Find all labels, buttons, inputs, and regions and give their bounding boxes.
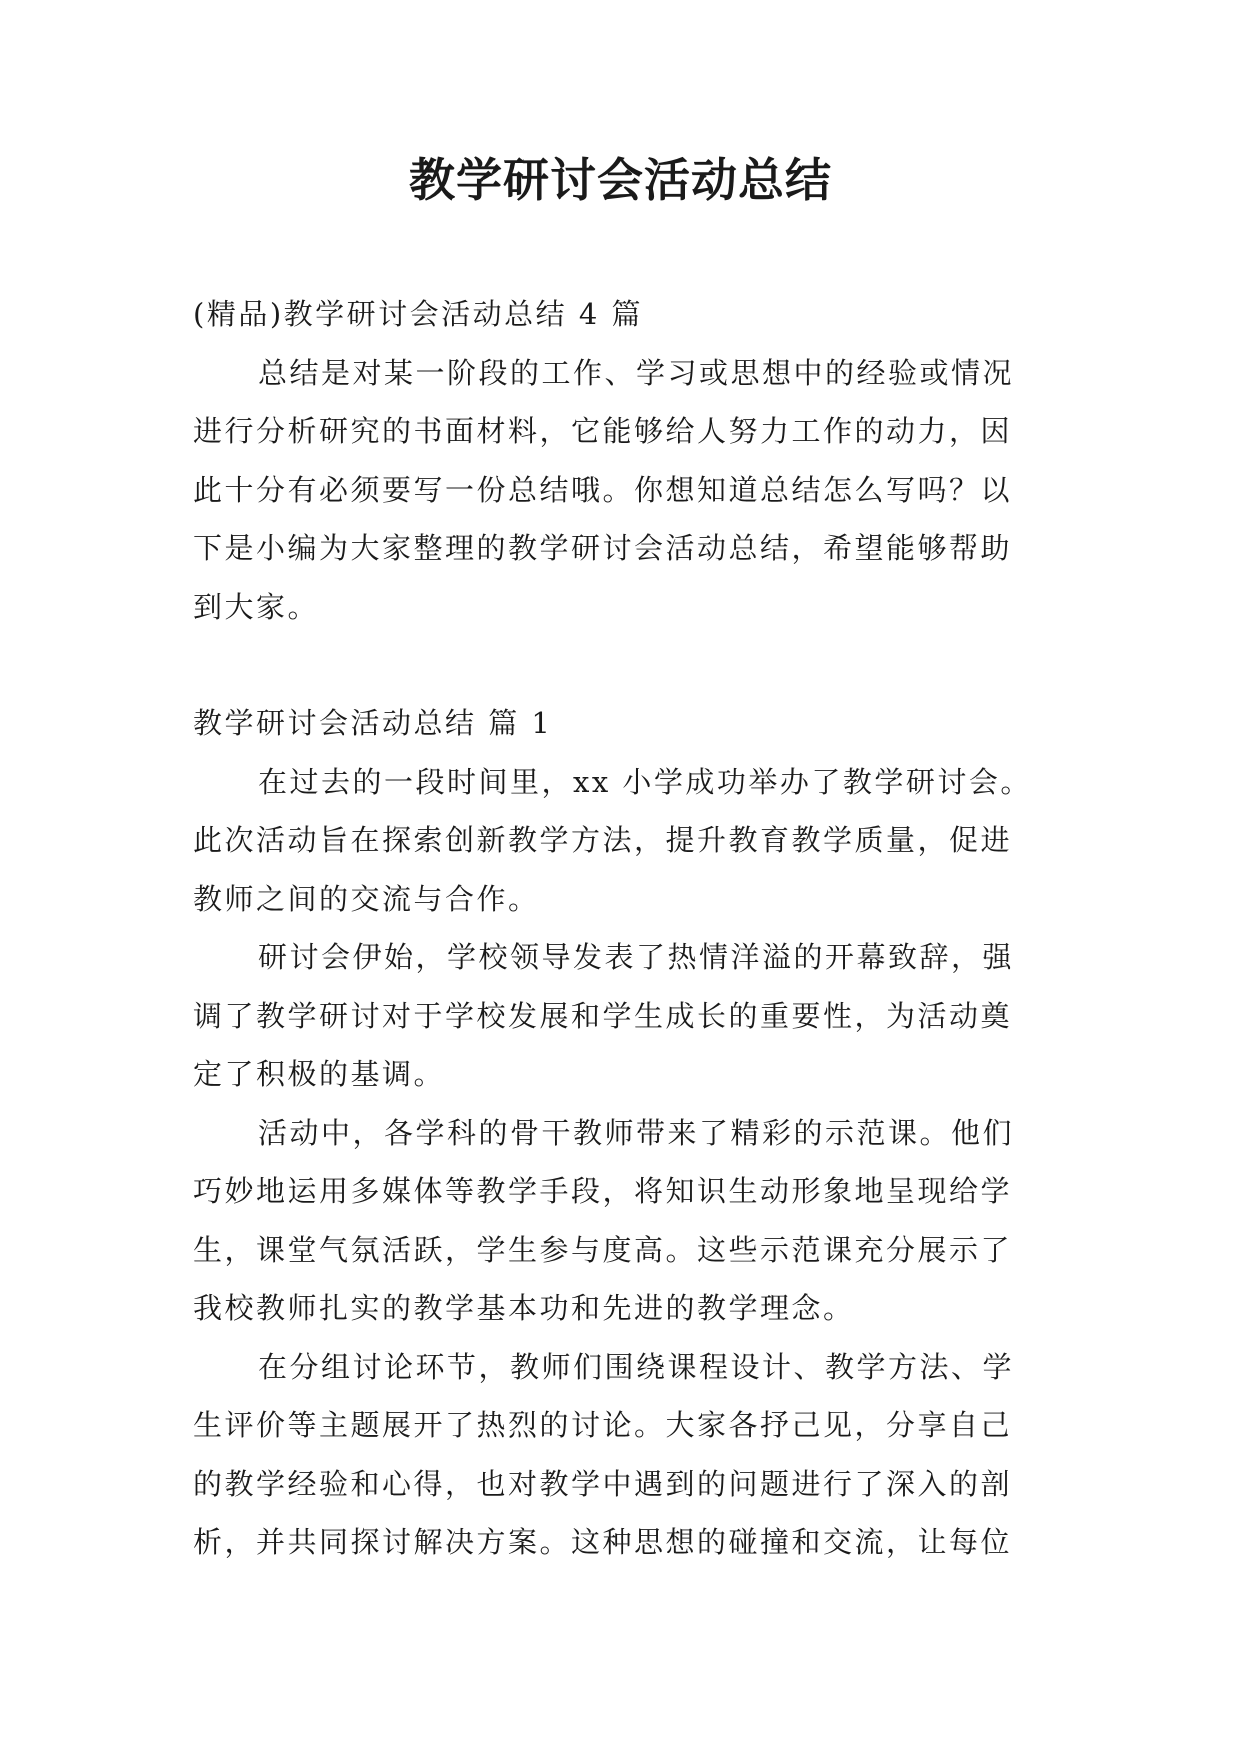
paragraph-line: 析，并共同探讨解决方案。这种思想的碰撞和交流，让每位 — [193, 1525, 1013, 1559]
intro-line: 总结是对某一阶段的工作、学习或思想中的经验或情况 — [258, 355, 1015, 390]
paragraph-line: 调了教学研讨对于学校发展和学生成长的重要性，为活动奠 — [193, 998, 1013, 1033]
paragraph-line: 在过去的一段时间里，xx 小学成功举办了教学研讨会。 — [258, 764, 1032, 799]
document-subtitle: (精品)教学研讨会活动总结 4 篇 — [193, 297, 644, 331]
paragraph-line: 巧妙地运用多媒体等教学手段，将知识生动形象地呈现给学 — [193, 1174, 1013, 1208]
paragraph-line: 在分组讨论环节，教师们围绕课程设计、教学方法、学 — [258, 1349, 1015, 1384]
paragraph-3 — [193, 1104, 1063, 1338]
paragraph-line: 生，课堂气氛活跃，学生参与度高。这些示范课充分展示了 — [193, 1232, 1013, 1267]
intro-line: 下是小编为大家整理的教学研讨会活动总结，希望能够帮助 — [193, 531, 1013, 565]
paragraph-line: 定了积极的基调。 — [193, 1057, 446, 1091]
paragraph-line: 教师之间的交流与合作。 — [193, 881, 540, 916]
paragraph-line: 的教学经验和心得，也对教学中遇到的问题进行了深入的剖 — [193, 1466, 1013, 1501]
intro-paragraph — [193, 344, 1063, 637]
intro-line: 到大家。 — [193, 589, 320, 624]
document-title: 教学研讨会活动总结 — [409, 153, 832, 207]
paragraph-line: 生评价等主题展开了热烈的讨论。大家各抒己见，分享自己 — [193, 1408, 1013, 1442]
paragraph-1 — [193, 753, 1063, 929]
paragraph-line: 活动中，各学科的骨干教师带来了精彩的示范课。他们 — [258, 1115, 1015, 1150]
paragraph-line: 我校教师扎实的教学基本功和先进的教学理念。 — [193, 1291, 855, 1325]
section-heading: 教学研讨会活动总结 篇 1 — [193, 706, 553, 740]
paragraph-4 — [193, 1338, 1063, 1572]
paragraph-2 — [193, 928, 1063, 1104]
intro-line: 进行分析研究的书面材料，它能够给人努力工作的动力，因 — [193, 414, 1013, 448]
intro-line: 此十分有必须要写一份总结哦。你想知道总结怎么写吗？以 — [193, 472, 1013, 507]
section-spacer — [193, 636, 1063, 694]
paragraph-line: 此次活动旨在探索创新教学方法，提升教育教学质量，促进 — [193, 823, 1013, 857]
paragraph-line: 研讨会伊始，学校领导发表了热情洋溢的开幕致辞，强 — [258, 940, 1015, 974]
document-body — [193, 285, 1063, 1572]
